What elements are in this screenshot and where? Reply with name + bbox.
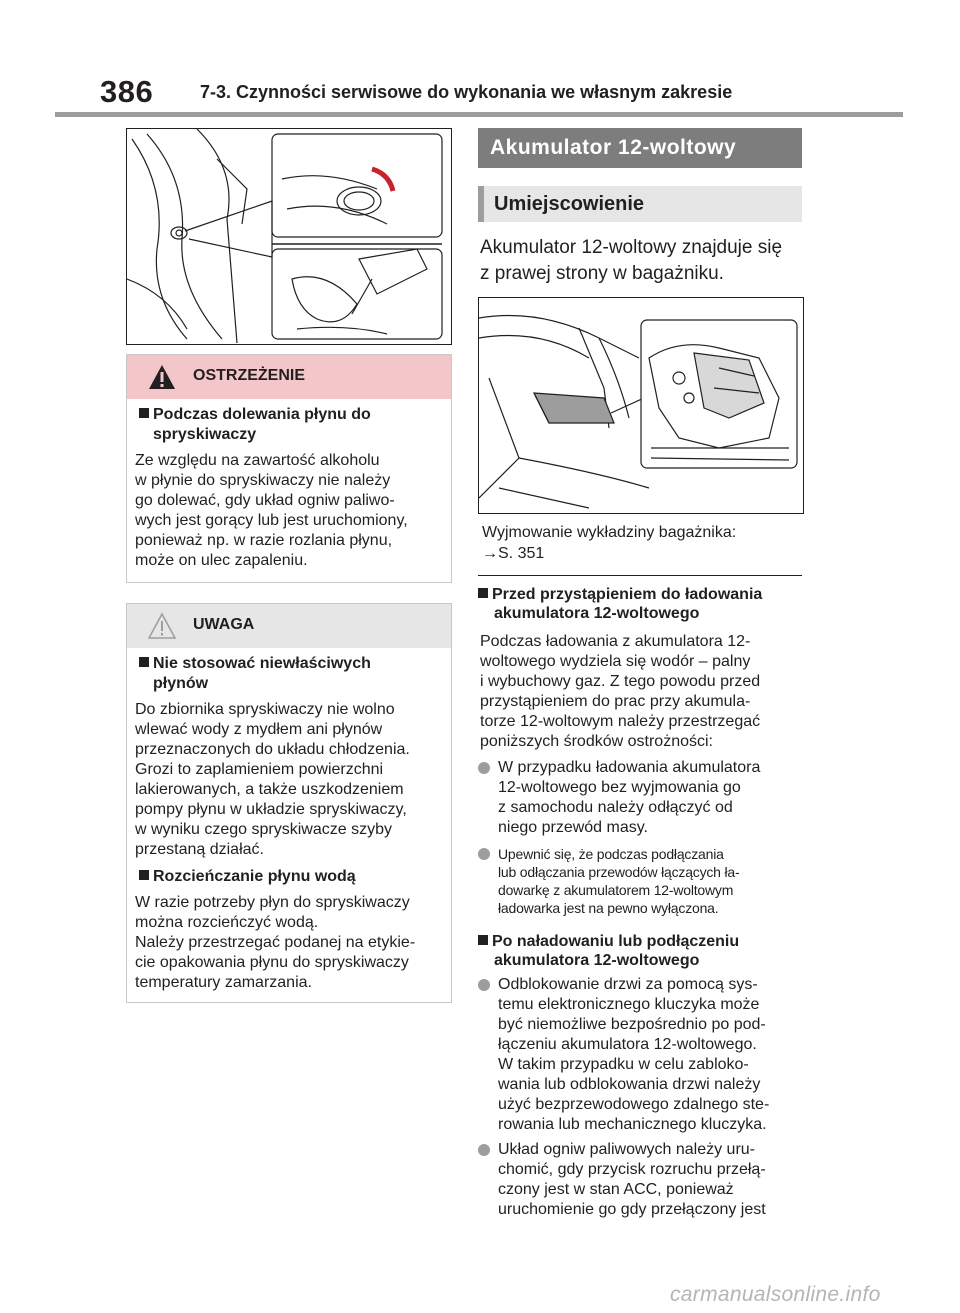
bullet-icon [478,1144,490,1156]
warning-heading: Podczas dolewania płynu do spryskiwaczy [139,405,371,445]
warning-body: Ze względu na zawartość alkoholu w płynie do spryskiwaczy nie należy go dolewać, gdy układ ogniw paliwo- wych jest gorący lub jest uruchomiony, ponieważ np. w razie rozlania płynu, może on ulec zapaleniu. [135,452,408,569]
after-charging-heading: Po naładowaniu lub podłączeniu akumulatora 12-woltowego [478,932,739,970]
page-number: 386 [100,74,154,109]
caution-body-1: Do zbiornika spryskiwaczy nie wolno wlewać wody z mydłem ani płynów przeznaczonych do układu chłodzenia. Grozi to zaplamieniem powierzchni lakierowanych, a także uszkodzeniem pompy płynu w układzie spryskiwaczy, w wyniku czego spryskiwacze szyby przestaną działać. [135,701,410,858]
warning-triangle-icon [147,363,177,391]
caution-header [127,604,451,648]
caution-box [126,603,452,1003]
section-rule [478,575,802,576]
subsection-title: Umiejscowienie [494,193,645,215]
warning-title: OSTRZEŻENIE [193,367,306,384]
subsection-banner [478,186,802,222]
intro-text: Akumulator 12-woltowy znajduje się z prawej strony w bagażniku. [480,237,783,284]
caution-body-2: W razie potrzeby płyn do spryskiwaczy można rozcieńczyć wodą. Należy przestrzegać podanej na etykie- cie opakowania płynu do spryskiwaczy temperatury zamarzania. [135,894,416,991]
footer-watermark: carmanualsonline.info [670,1283,881,1306]
before-charging-body: Podczas ładowania z akumulatora 12- woltowego wydziela się wodór – palny i wybuchowy gaz. Z tego powodu przed przystąpieniem do prac przy akumula- torze 12-woltowym należy przestrzegać poniższych środków ostrożności: [480,633,761,750]
warning-box [126,354,452,583]
chapter-title: 7-3. Czynności serwisowe do wykonania we własnym zakresie [200,82,733,102]
section-banner [478,128,802,168]
battery-location-illustration [478,297,804,514]
before-charging-heading: Przed przystąpieniem do ładowania akumulatora 12-woltowego [478,585,762,623]
bullet-icon [478,762,490,774]
bullet-icon [478,848,490,860]
bullet-icon [478,979,490,991]
removal-text: Wyjmowanie wykładziny bagażnika: →S. 351 [482,524,737,562]
caution-triangle-icon [147,612,177,640]
header-rule [55,112,903,117]
caution-heading-2: Rozcieńczanie płynu wodą [139,867,356,887]
subsection-stripe [478,186,484,222]
warning-header [127,355,451,399]
page-reference: →S. 351 [482,545,545,562]
caution-title: UWAGA [193,616,255,633]
section-title: Akumulator 12-woltowy [490,136,737,159]
caution-heading-1: Nie stosować niewłaściwych płynów [139,654,371,694]
washer-fluid-illustration [126,128,452,345]
